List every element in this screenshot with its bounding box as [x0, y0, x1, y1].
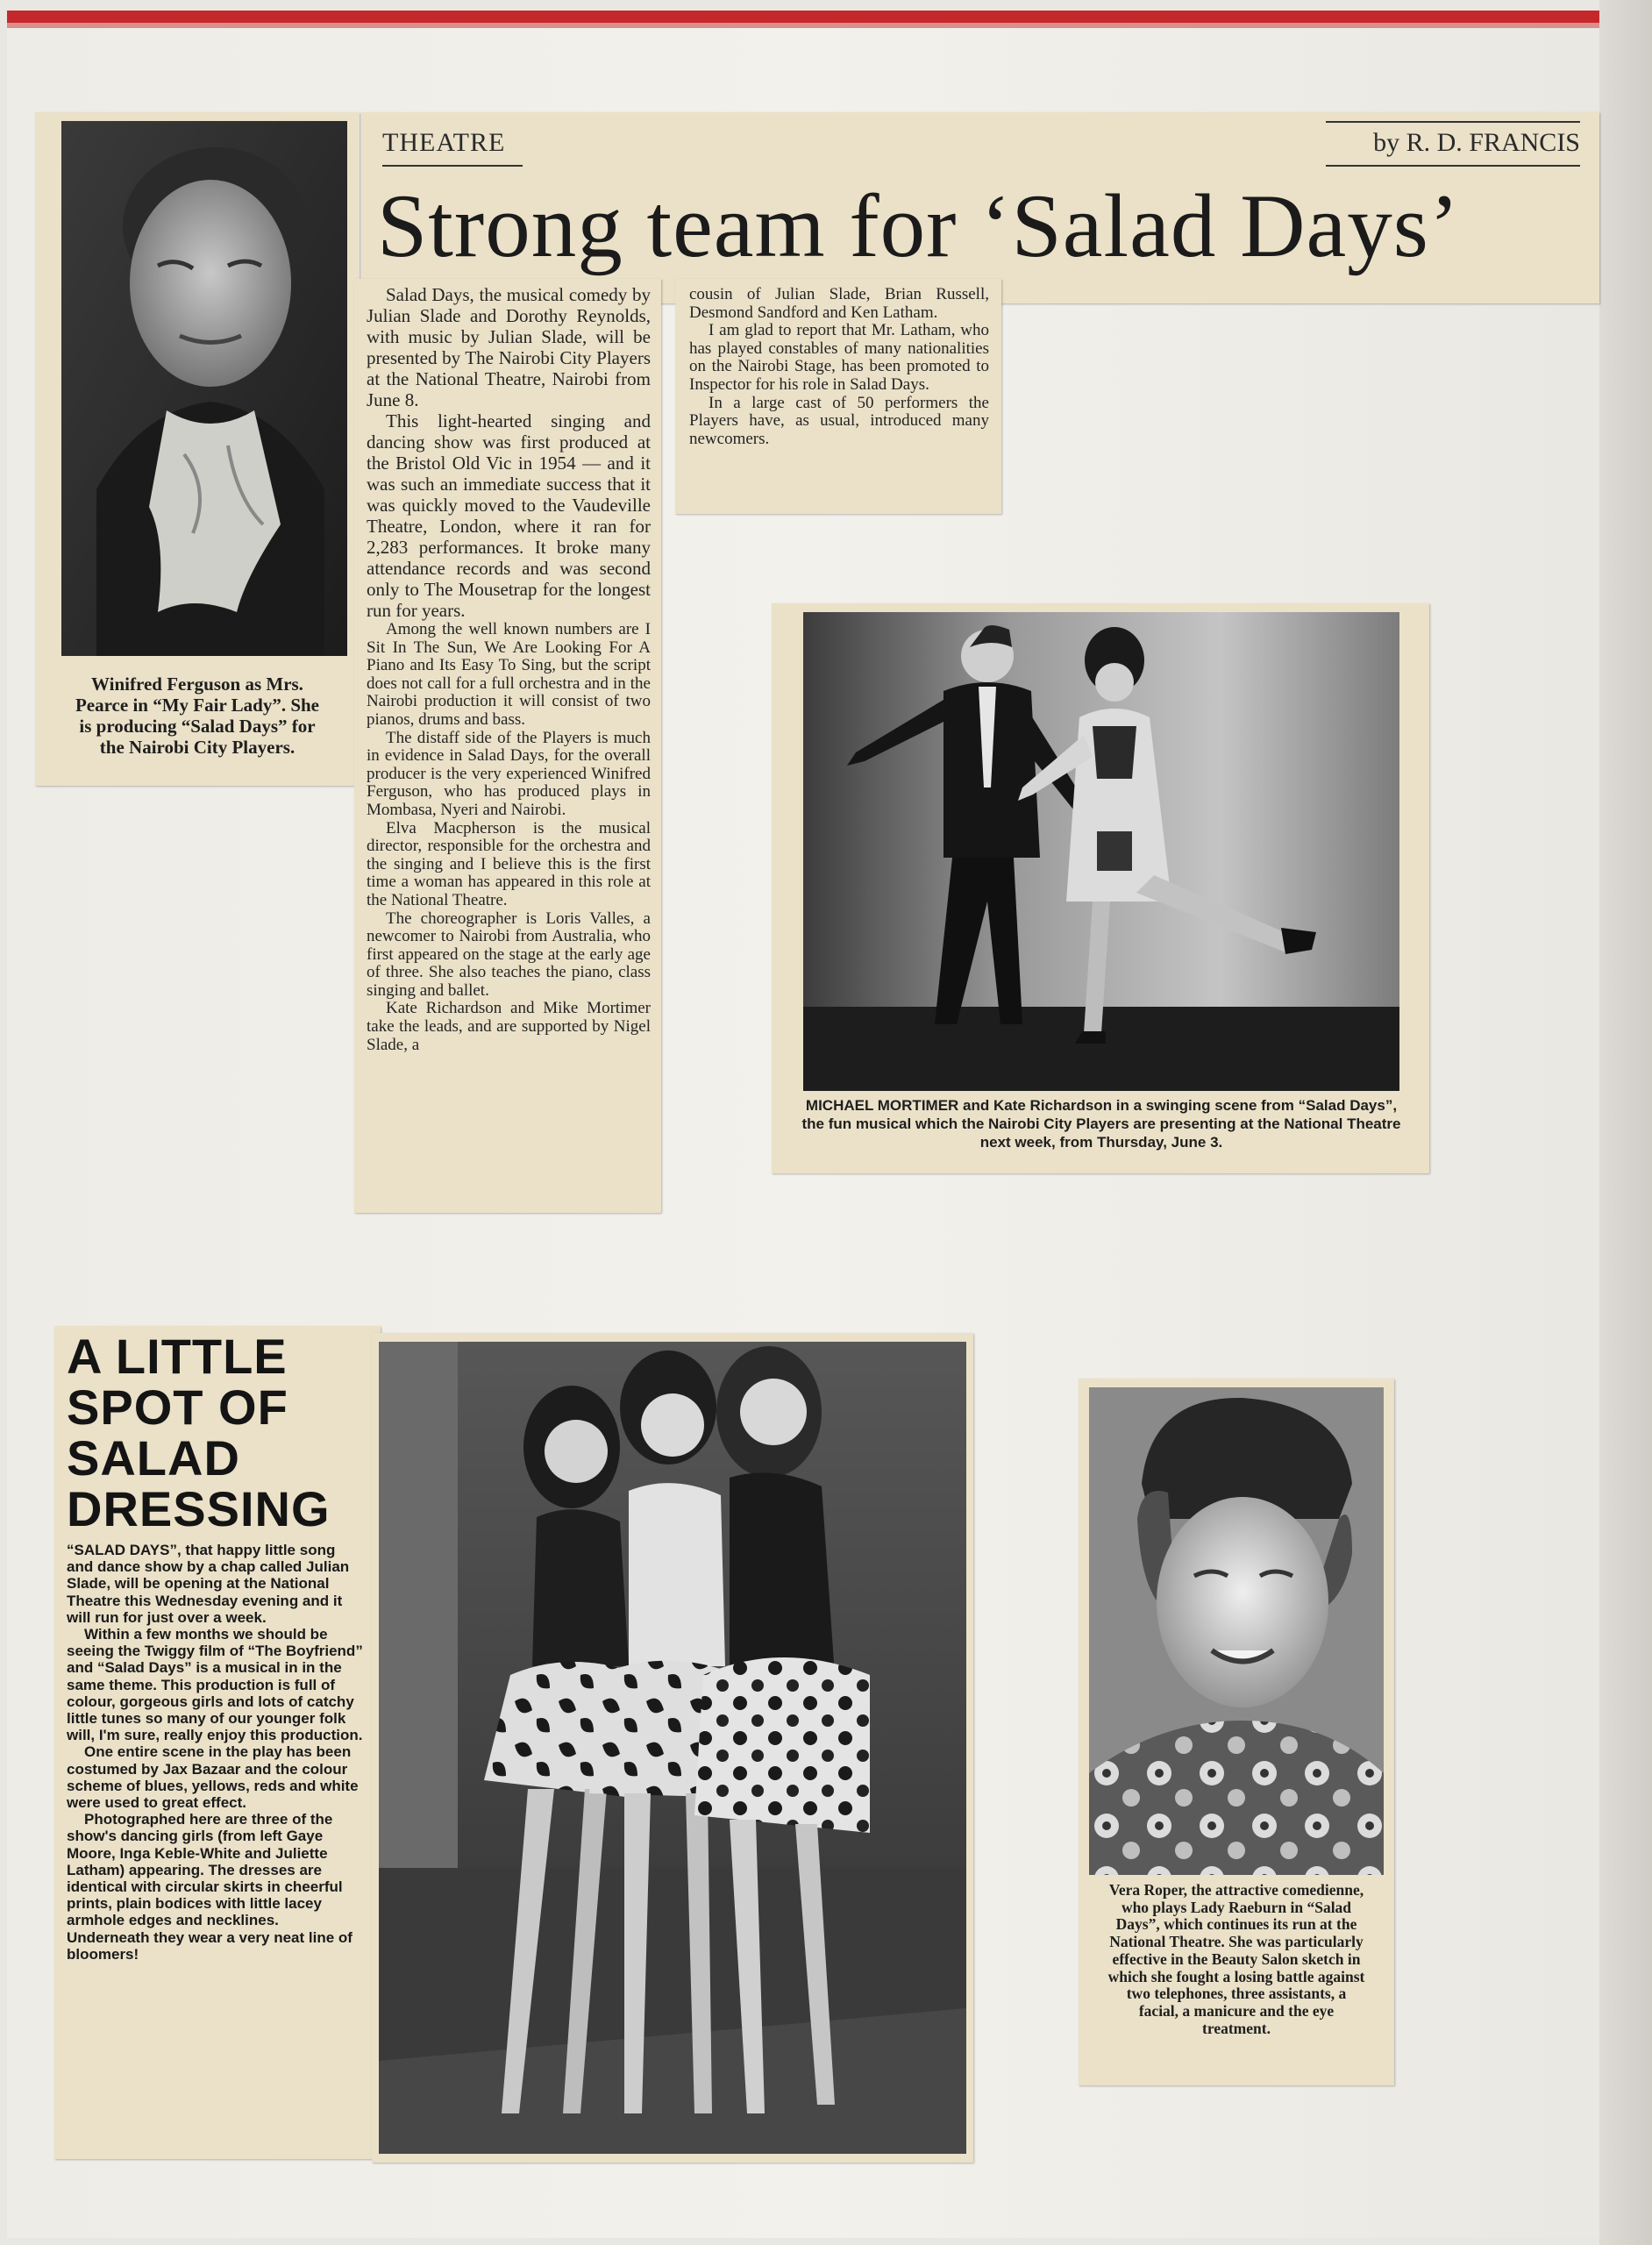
article2-para: One entire scene in the play has been costumed by Jax Bazaar and the colour scheme of blues, yellows, reds and white were used to great effect. [67, 1743, 359, 1812]
headline-line: SPOT OF [67, 1379, 288, 1435]
section-label: THEATRE [382, 128, 506, 157]
article1-column-left [367, 284, 651, 1054]
photo-three-dancers [379, 1342, 966, 2154]
clipping-vera-roper [1079, 1379, 1394, 2085]
photo-vera-roper [1089, 1387, 1384, 1875]
page-top-red-line-shadow [7, 23, 1603, 28]
article1-para: This light-hearted singing and dancing show was first produced at the Bristol Old Vic in 1954 — and it was such an immediate success that it was quickly moved to the Vaudeville Theatre, London, where it ran for 2,283 performances. It broke many attendance records and was second only to The Mousetrap for the longest run for years. [367, 410, 651, 621]
article1-para: The choreographer is Loris Valles, a newcomer to Nairobi from Australia, who first appeared on the stage at the early age of three. She also teaches the piano, class singing and ballet. [367, 909, 651, 1000]
headline-line: SALAD [67, 1430, 240, 1486]
article1-column-right [689, 286, 989, 448]
page-right-edge [1599, 0, 1652, 2245]
byline: by R. D. FRANCIS [1373, 128, 1580, 157]
caption-winifred: Winifred Ferguson as Mrs. Pearce in “My Fair Lady”. She is producing “Salad Days” for the Nairobi City Players. [75, 674, 320, 758]
article2-body [67, 1542, 363, 1963]
byline-underline [1326, 165, 1580, 167]
article1-para: Kate Richardson and Mike Mortimer take the leads, and are supported by Nigel Slade, a [367, 999, 651, 1054]
article1-para: Among the well known numbers are I Sit In The Sun, We Are Looking For A Piano and Its Easy To Sing, but the script does not call for a full orchestra and in the Nairobi production it will consist of two pianos, drums and bass. [367, 620, 651, 729]
headline-line: A LITTLE [67, 1329, 288, 1384]
clipping-strong-team-body-left [354, 279, 661, 1213]
clipping-mortimer-photo [772, 603, 1429, 1173]
photo-winifred-ferguson [61, 121, 347, 656]
article1-para: cousin of Julian Slade, Brian Russell, Desmond Sandford and Ken Latham. [689, 285, 989, 322]
article1-para: I am glad to report that Mr. Latham, who has played constables of many nationalities on the Nairobi Stage, has been promoted to Inspector for his role in Salad Days. [689, 321, 989, 394]
clipping-salad-dressing-text [54, 1326, 381, 2159]
article2-para: “SALAD DAYS”, that happy little song and dance show by a chap called Julian Slade, will be opening at the National Theatre this Wednesday evening and it will run for just over a week. [67, 1542, 350, 1626]
caption-mortimer: MICHAEL MORTIMER and Kate Richardson in a swinging scene from “Salad Days”, the fun musical which the Nairobi City Players are presenting at the National Theatre next week, from Thursday, June 3. [801, 1097, 1401, 1151]
clipping-strong-team-body-right [675, 279, 1001, 514]
headline-line: DRESSING [67, 1481, 331, 1536]
article1-para: The distaff side of the Players is much in evidence in Salad Days, for the overall producer is the very experienced Winifred Ferguson, who has produced plays in Mombasa, Nyeri and Nairobi. [367, 728, 651, 819]
clipping-winifred [35, 112, 360, 786]
article1-para: Salad Days, the musical comedy by Julian Slade and Dorothy Reynolds, with music by Julian Slade, will be presented by The Nairobi City Players at the National Theatre, Nairobi from June 8. [367, 284, 651, 410]
article1-para: Elva Macpherson is the musical director, responsible for the orchestra and the singing and I believe this is the first time a woman has appeared in this role at the National Theatre. [367, 818, 651, 909]
page-top-red-line [7, 11, 1603, 23]
article2-para: Within a few months we should be seeing the Twiggy film of “The Boyfriend” and “Salad Days” is a musical in in the same theme. This production is full of colour, gorgeous girls and lots of catchy little tunes so many of our younger folk will, I'm sure, really enjoy this production. [67, 1626, 363, 1744]
article1-para: In a large cast of 50 performers the Players have, as usual, introduced many newcomers. [689, 393, 989, 448]
photo-mortimer-richardson [803, 612, 1399, 1091]
headline-strong-team: Strong team for ‘Salad Days’ [377, 176, 1461, 276]
article2-para: Photographed here are three of the show's dancing girls (from left Gaye Moore, Inga Keble-White and Juliette Latham) appearing. The dresses are identical with circular skirts in cheerful prints, plain bodices with little lacey armhole edges and necklines. Underneath they wear a very neat line of bloomers! [67, 1811, 352, 1963]
clipping-dancers-photo [372, 1333, 973, 2163]
section-underline [382, 165, 523, 167]
caption-vera-roper: Vera Roper, the attractive comedienne, who plays Lady Raeburn in “Salad Days”, which continues its run at the National Theatre. She was particularly effective in the Beauty Salon sketch in which she fought a losing battle against two telephones, three assistants, a facial, a manicure and the eye treatment. [1107, 1881, 1365, 2037]
clipping-strong-team-header [361, 112, 1599, 303]
byline-overline [1326, 121, 1580, 123]
headline-salad-dressing [67, 1331, 374, 1535]
